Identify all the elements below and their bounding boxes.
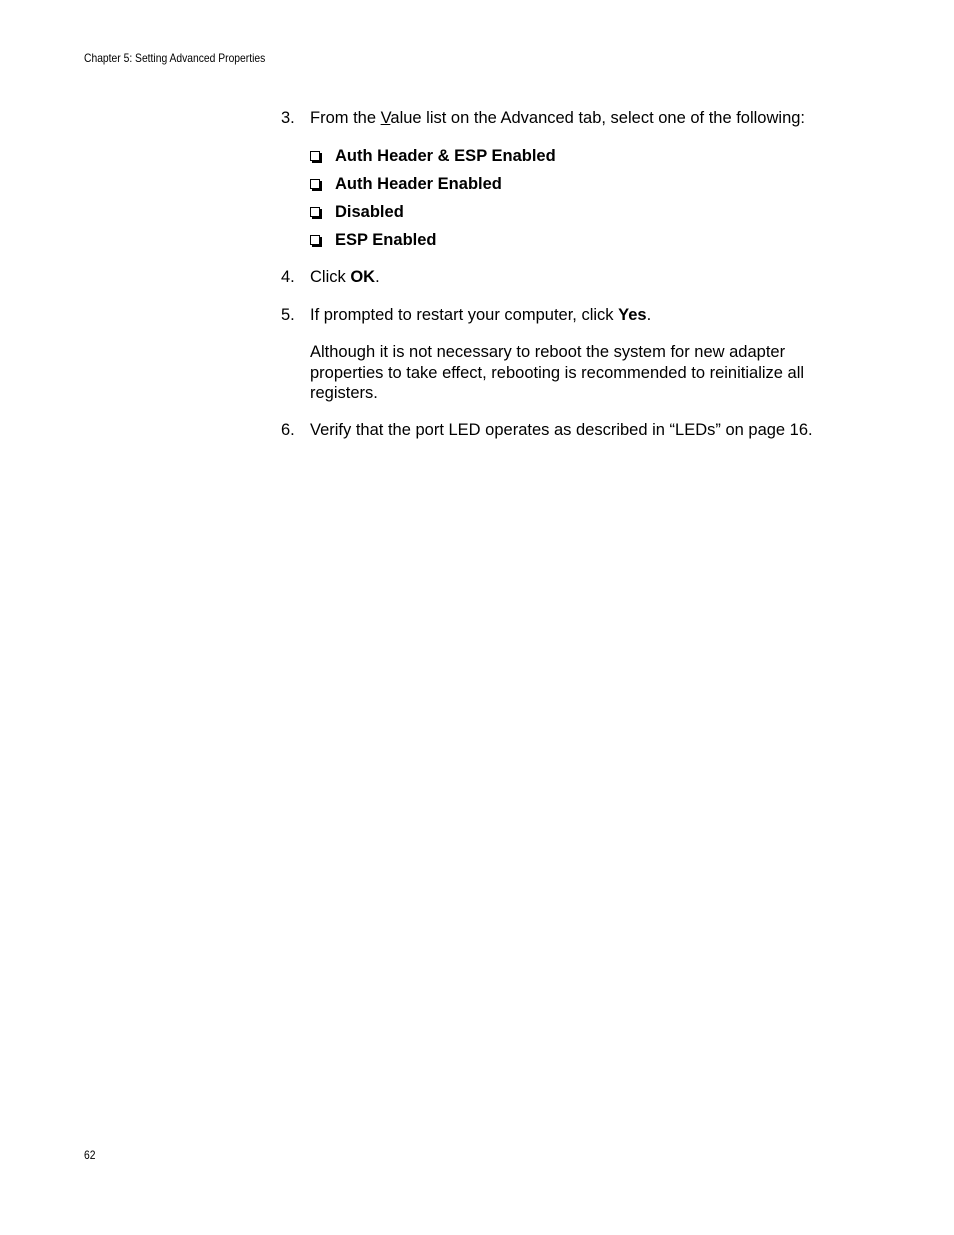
step-text — [310, 268, 380, 286]
checkbox-bullet-icon — [310, 151, 320, 161]
step-5 — [281, 305, 651, 325]
step-text — [310, 109, 805, 127]
option-item — [310, 146, 556, 166]
option-item — [310, 230, 436, 250]
step-text-bold: OK — [350, 268, 376, 286]
option-label: Disabled — [335, 203, 404, 221]
step-text-suffix: . — [375, 268, 380, 286]
checkbox-bullet-icon — [310, 235, 320, 245]
step-number: 4. — [281, 268, 295, 286]
step-number: 3. — [281, 109, 295, 127]
step-text-bold: Yes — [618, 306, 647, 324]
option-item — [310, 174, 502, 194]
step-text — [310, 306, 651, 324]
step-4 — [281, 267, 380, 287]
step-text-prefix: Click — [310, 268, 351, 286]
option-item — [310, 202, 404, 222]
step-5-note: Although it is not necessary to reboot the system for new adapter properties to take effect, rebooting is recommended to reinitialize all registers. — [310, 343, 805, 402]
option-label: ESP Enabled — [335, 231, 437, 249]
step-number: 5. — [281, 306, 295, 324]
running-header: Chapter 5: Setting Advanced Properties — [84, 51, 266, 65]
step-text-accelerator: V — [380, 109, 391, 127]
checkbox-bullet-icon — [310, 179, 320, 189]
checkbox-bullet-icon — [310, 207, 320, 217]
page-number: 62 — [84, 1148, 96, 1162]
option-label: Auth Header Enabled — [335, 175, 502, 193]
option-label: Auth Header & ESP Enabled — [335, 147, 556, 165]
step-text-prefix: From the — [310, 109, 381, 127]
step-3 — [281, 108, 805, 128]
step-text-suffix: . — [646, 306, 652, 324]
step-6 — [281, 420, 813, 440]
step-text-suffix: alue list on the Advanced tab, select one of the following: — [390, 109, 806, 127]
step-text: Verify that the port LED operates as described in “LEDs” on page 16. — [310, 421, 813, 439]
step-number: 6. — [281, 421, 295, 439]
step-text-prefix: If prompted to restart your computer, click — [310, 306, 619, 324]
